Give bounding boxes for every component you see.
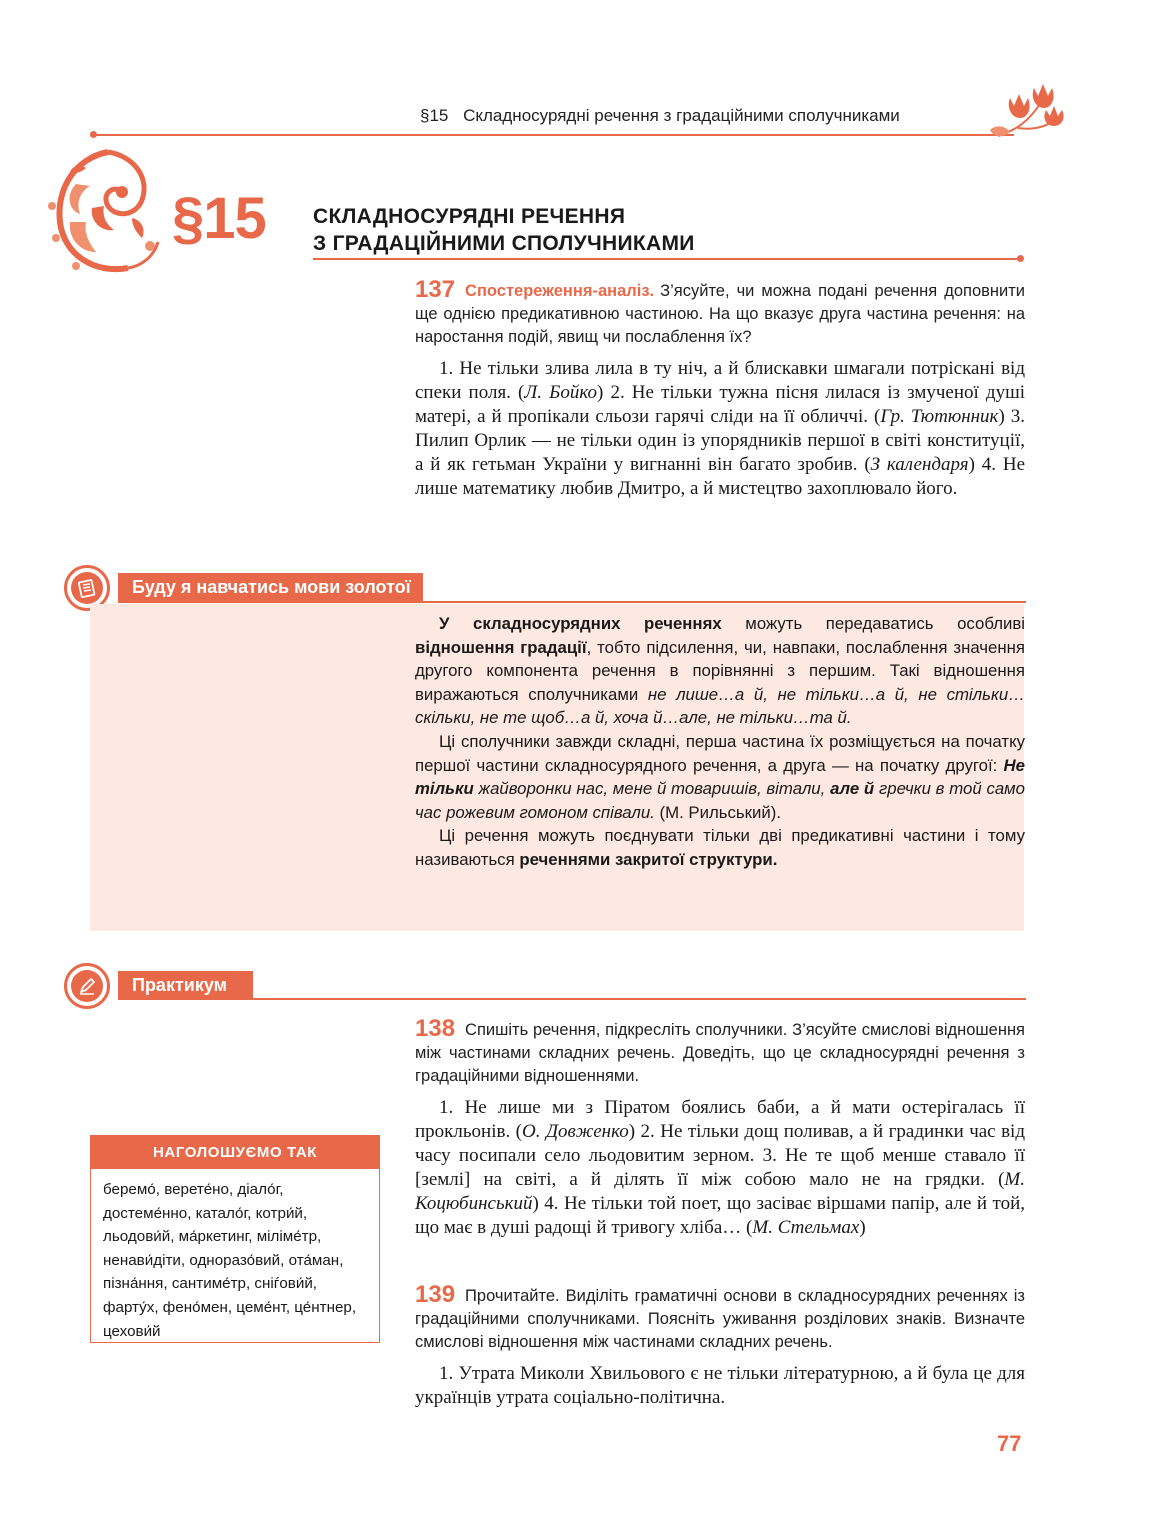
theory-term: відношення градації [415, 637, 587, 657]
exercise-138-task [415, 1017, 1025, 1088]
exercise-task-text: Спишіть речення, підкресліть сполучники. З’ясуйте смислові відношення між частинами складних речень. Доведіть, що це складносурядні речення з градаційними відношеннями. [415, 1021, 1025, 1085]
example-source: Гр. Тютюнник [880, 406, 999, 427]
theory-term: У складносурядних реченнях [439, 614, 722, 633]
example-text: ) 3. Пилип Орлик — не тільки один із упорядників першої в світі конституції, а й як гетьман України у вигнанні він багато зробив. ( [415, 406, 1026, 475]
running-header-section: §15 [420, 106, 449, 125]
example-text: ) 4. Не лише математику любив Дмитро, а й мистецтво захоплювало його. [415, 454, 1026, 499]
pen-writing-icon [64, 963, 110, 1009]
practicum-heading: Практикум [118, 971, 253, 1000]
example-text: 1. Не тільки злива лила в ту ніч, а й блискавки шмагали потріскані від спеки поля. ( [415, 358, 1025, 403]
example-source: О. Довженко [522, 1121, 629, 1142]
stress-word-list: беремо́, верете́но, діало́г, достеме́нно, катало́г, котри́й, льодови́й, ма́ркетинг, міліме́тр, ненави́діти, одноразо́вий, ота́ман, пізна́ння, сантиме́тр, сніѓови́й, фарту́х, фено́мен, цеме́нт, це́нтнер, цехови́й [103, 1181, 357, 1340]
exercise-138-examples [415, 1096, 1025, 1240]
title-rule [313, 258, 1021, 260]
exercise-number: 137 [415, 276, 456, 303]
theory-example-conjunction: Не тільки [415, 755, 1025, 799]
example-text: ) [859, 1217, 866, 1238]
example-text: ) 2. Не тільки тужна пісня лилася із змученої душі матері, а й пропікали сльози гарячі сліди на її обличчі. ( [415, 382, 1025, 427]
exercise-number: 138 [415, 1015, 456, 1042]
paragraph-number: §15 [172, 186, 266, 251]
theory-paragraph-3 [415, 824, 1025, 871]
example-source: З календаря [870, 454, 969, 475]
exercise-139-task [415, 1283, 1025, 1354]
exercise-138 [415, 1017, 1025, 1240]
theory-term: реченнями закритої структури. [519, 849, 778, 869]
exercise-label: Спостереження-аналіз. [465, 282, 655, 300]
theory-heading: Буду я навчатись мови золотої [118, 573, 423, 602]
tulip-ornament-icon [988, 84, 1068, 146]
paragraph-title [313, 203, 695, 257]
paragraph-title-line2: З ГРАДАЦІЙНИМИ СПОЛУЧНИКАМИ [313, 232, 695, 255]
exercise-137 [415, 278, 1025, 501]
theory-paragraph-1 [415, 612, 1025, 730]
floral-ornament-icon [46, 148, 166, 278]
theory-text-run: , тобто підсилення, чи, навпаки, послаблення значення другого компонента речення в порівнянні з першим. Такі відношення виражаються сполучниками [415, 637, 1025, 704]
title-rule-dot [1017, 255, 1024, 262]
theory-example-conjunction: але й [830, 779, 875, 799]
exercise-task-text: Прочитайте. Виділіть граматичні основи в складносурядних реченнях із градаційними сполучниками. Поясніть уживання розділових знаків. Визначте смислові відношення між частинами складних речень. [415, 1287, 1025, 1351]
exercise-137-task [415, 278, 1025, 349]
running-header [420, 106, 900, 126]
theory-example-source: (М. Рильський). [654, 802, 781, 822]
exercise-task-text: З’ясуйте, чи можна подані речення доповнити ще однією предикативною частиною. На що вказує друга частина речення: на наростання подій, явищ чи послаблення їх? [415, 282, 1025, 346]
running-header-title: Складносурядні речення з градаційними сполучниками [463, 106, 900, 125]
theory-text [415, 612, 1025, 872]
theory-text-run: можуть передаватись особливі [721, 614, 1025, 633]
example-source: М. Стельмах [752, 1217, 860, 1238]
paragraph-title-line1: СКЛАДНОСУРЯДНІ РЕЧЕННЯ [313, 205, 626, 228]
practicum-bar-rule [118, 998, 1026, 1000]
theory-conjunctions: не лише…а й, не тільки…а й, не стільки…скільки, не те щоб…а й, хоча й…але, не тільки…та й. [415, 684, 1025, 728]
page-number: 77 [997, 1431, 1022, 1456]
example-source: М. Коцюбинський [415, 1169, 1025, 1214]
theory-text-run: Ці сполучники завжди складні, перша частина їх розміщується на початку першої частини складносурядного речення, а друга — на початку другої: [415, 731, 1025, 775]
theory-example-text: гречки в той само час рожевим гомоном співали. [415, 779, 1026, 822]
theory-paragraph-2 [415, 730, 1025, 824]
example-text: ) 4. Не тільки той поет, що засіває віршами папір, але й той, що має в душі радощі й тривогу хліба… ( [415, 1193, 1025, 1238]
example-source: Л. Бойко [524, 382, 597, 403]
exercise-139 [415, 1283, 1025, 1410]
stress-box-header: НАГОЛОШУЄМО ТАК [91, 1136, 379, 1169]
example-text: 1. Утрата Миколи Хвильового є не тільки літературною, а й була це для українців утрата соціально-політична. [415, 1363, 1025, 1408]
exercise-number: 139 [415, 1281, 456, 1308]
theory-text-run: Ці речення можуть поєднувати тільки дві предикативні частини і тому називаються [415, 826, 1025, 869]
stress-box [90, 1135, 380, 1343]
exercise-137-examples [415, 357, 1025, 501]
theory-example-text: жайворонки нас, мене й товаришів, вітали, [473, 779, 831, 799]
header-rule [94, 134, 1014, 136]
example-text: 1. Не лише ми з Піратом боялись баби, а й мати остерігалась її прокльонів. ( [415, 1097, 1025, 1142]
example-text: ) 2. Не тільки дощ поливав, а й градинки час від часу посипали село льодовитим зерном. 3. Не те щоб менше ставало її [землі] на світі, а й ділять її між собою мало не на грядки. ( [415, 1121, 1025, 1190]
exercise-139-examples [415, 1362, 1025, 1410]
